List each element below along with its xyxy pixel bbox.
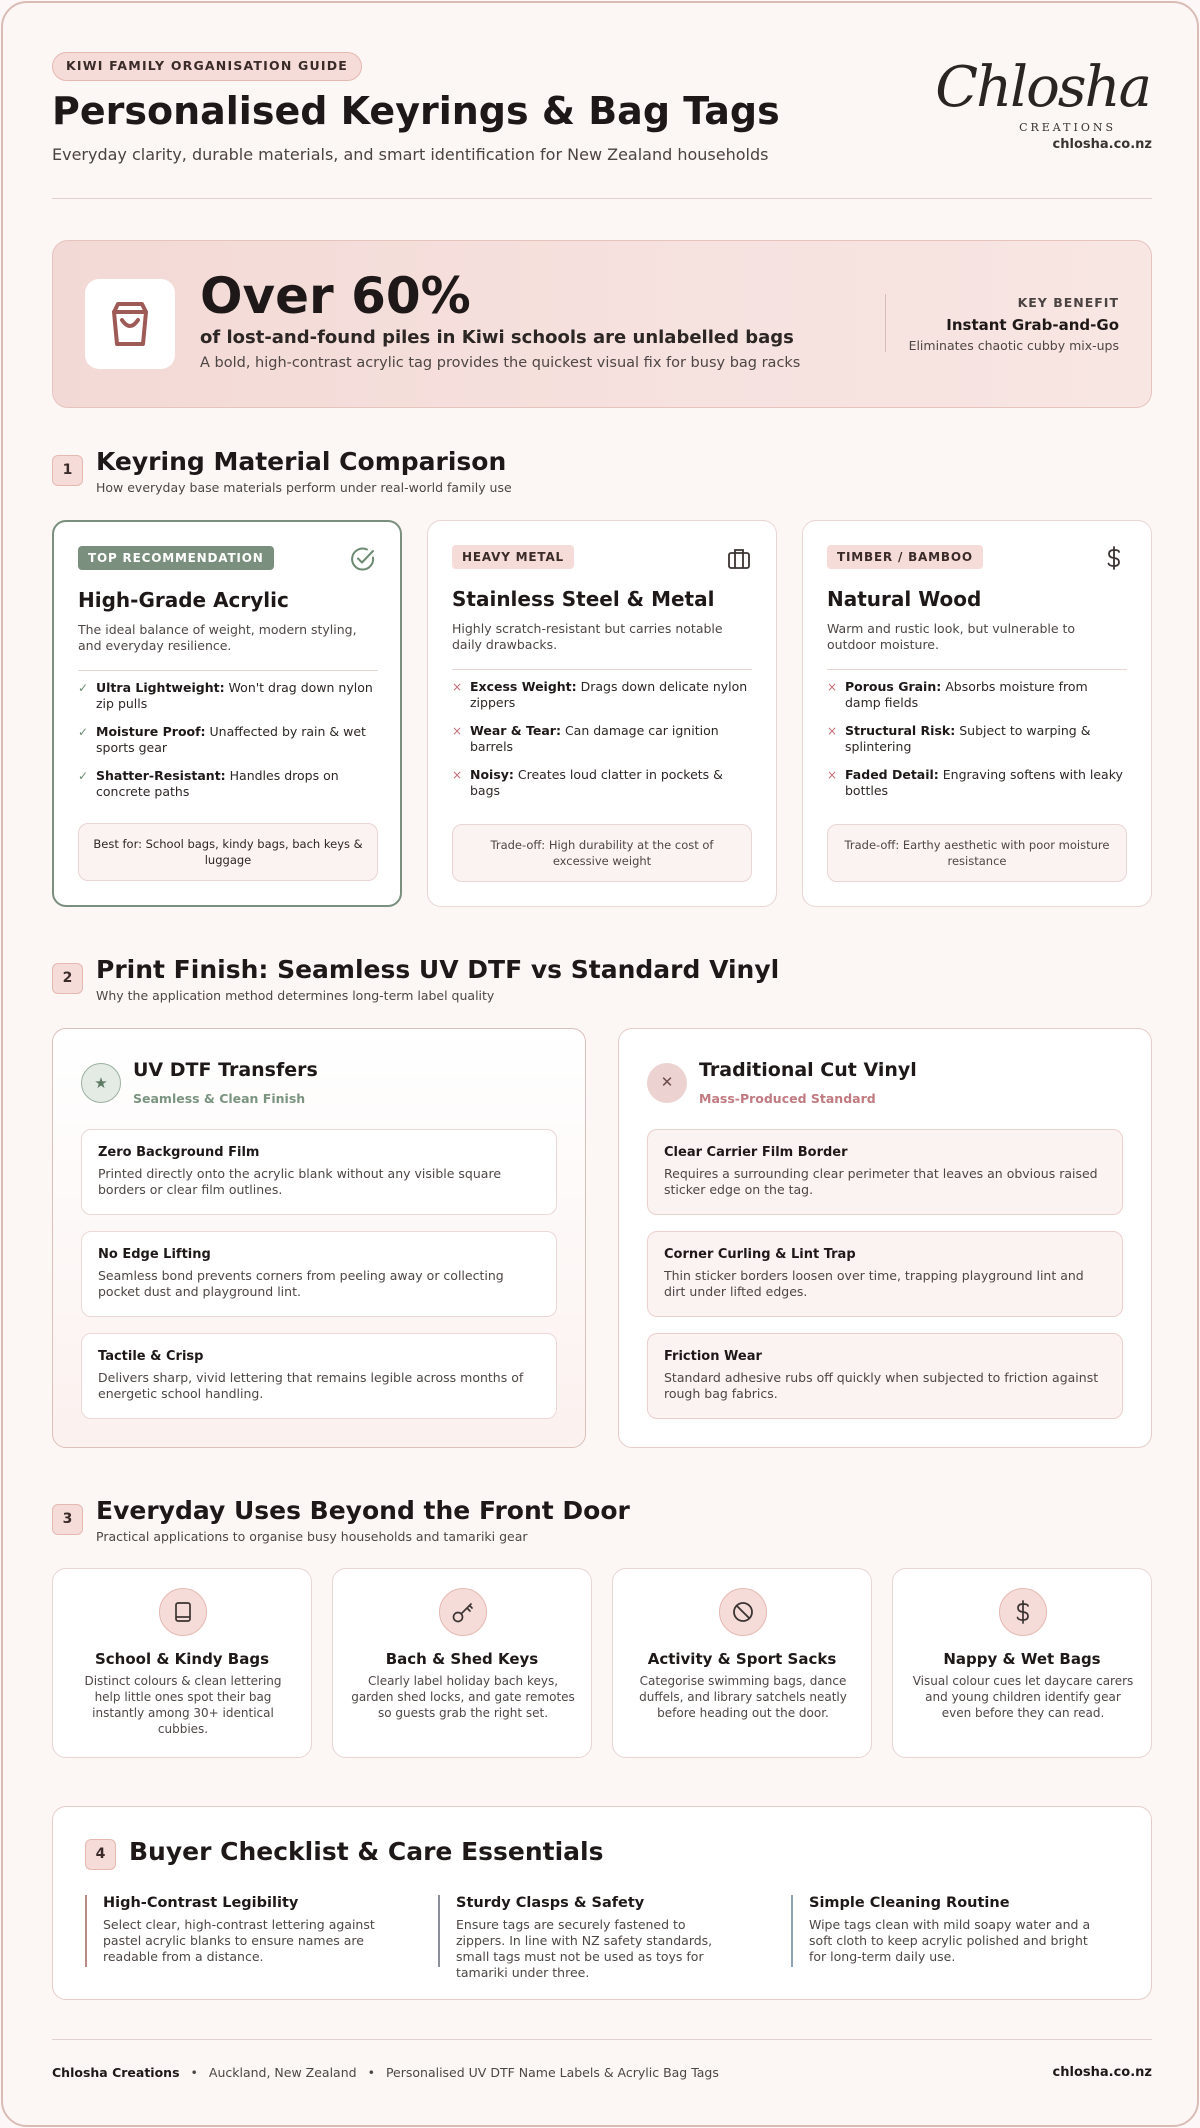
logo-subtitle: CREATIONS xyxy=(1019,121,1116,134)
buyer-checklist xyxy=(52,1806,1152,2000)
material-card-wood xyxy=(802,520,1152,907)
shopping-bag-icon xyxy=(85,279,175,369)
use-desc: Clearly label holiday bach keys, garden shed locks, and gate remotes so guests grab the right set. xyxy=(351,1674,575,1720)
hero-stat: Over 60% xyxy=(200,267,471,325)
divider xyxy=(452,669,752,670)
section-subtitle: How everyday base materials perform under real-world family use xyxy=(96,480,512,495)
section-subtitle: Why the application method determines long-term label quality xyxy=(96,988,495,1003)
use-card-nappy xyxy=(892,1568,1152,1758)
list-item: ✓ Moisture Proof: Unaffected by rain & wet sports gear xyxy=(78,724,366,755)
finish-feature: No Edge Lifting Seamless bond prevents corners from peeling away or collecting pocket dust and playground lint. xyxy=(81,1231,557,1317)
use-card-keys xyxy=(332,1568,592,1758)
section-number: 2 xyxy=(52,963,83,994)
hero-divider xyxy=(885,294,886,352)
book-icon xyxy=(159,1588,207,1636)
list-item: × Porous Grain: Absorbs moisture from damp fields xyxy=(827,679,1088,710)
finish-subtitle: Mass-Produced Standard xyxy=(699,1091,876,1106)
hero-headline: of lost-and-found piles in Kiwi schools are unlabelled bags xyxy=(200,327,794,348)
logo-script: Chlosha xyxy=(935,55,1150,120)
use-card-sport xyxy=(612,1568,872,1758)
section-subtitle: Practical applications to organise busy households and tamariki gear xyxy=(96,1529,528,1544)
material-points xyxy=(452,679,752,811)
material-points xyxy=(78,680,378,812)
brand-logo[interactable] xyxy=(935,55,1152,155)
use-desc: Visual colour cues let daycare carers and young children identify gear even before they can read. xyxy=(912,1674,1134,1720)
key-benefit-label: KEY BENEFIT xyxy=(1017,295,1119,310)
finish-feature: Corner Curling & Lint Trap Thin sticker borders loosen over time, trapping playground lint and dirt under lifted edges. xyxy=(647,1231,1123,1317)
key-benefit xyxy=(909,295,1119,353)
logo-url[interactable]: chlosha.co.nz xyxy=(1052,137,1152,152)
material-note: Trade-off: Earthy aesthetic with poor moisture resistance xyxy=(827,824,1127,882)
checklist-item: Simple Cleaning Routine Wipe tags clean with mild soapy water and a soft cloth to keep acrylic polished and bright for long-term daily use. xyxy=(791,1895,1091,1967)
finish-feature: Friction Wear Standard adhesive rubs off quickly when subjected to friction against rough bag fabrics. xyxy=(647,1333,1123,1419)
page-title: Personalised Keyrings & Bag Tags xyxy=(52,89,780,133)
use-name: Nappy & Wet Bags xyxy=(943,1650,1101,1668)
finish-feature: Zero Background Film Printed directly onto the acrylic blank without any visible square borders or clear film outlines. xyxy=(81,1129,557,1215)
guide-badge: KIWI FAMILY ORGANISATION GUIDE xyxy=(52,52,362,81)
use-name: Activity & Sport Sacks xyxy=(647,1650,837,1668)
list-item: × Faded Detail: Engraving softens with leaky bottles xyxy=(827,767,1123,798)
checklist-item: High-Contrast Legibility Select clear, high-contrast lettering against pastel acrylic blanks to ensure names are readable from a distance. xyxy=(85,1895,385,1967)
material-card-metal xyxy=(427,520,777,907)
footer-info: Chlosha Creations • Auckland, New Zealand • Personalised UV DTF Name Labels & Acrylic Bag Tags xyxy=(52,2065,719,2080)
dollar-icon xyxy=(1101,545,1127,571)
section-title: Everyday Uses Beyond the Front Door xyxy=(96,1496,630,1525)
finish-feature: Clear Carrier Film Border Requires a surrounding clear perimeter that leaves an obvious raised sticker edge on the tag. xyxy=(647,1129,1123,1215)
dollar-icon xyxy=(999,1588,1047,1636)
use-card-school xyxy=(52,1568,312,1758)
divider xyxy=(827,669,1127,670)
material-name: Stainless Steel & Metal xyxy=(452,587,715,611)
material-name: Natural Wood xyxy=(827,587,982,611)
material-points xyxy=(827,679,1127,811)
material-note: Best for: School bags, kindy bags, bach keys & luggage xyxy=(78,823,378,881)
section-title: Buyer Checklist & Care Essentials xyxy=(129,1837,604,1866)
finish-name: UV DTF Transfers xyxy=(133,1059,318,1081)
star-icon: ★ xyxy=(81,1063,121,1103)
material-desc: The ideal balance of weight, modern styling, and everyday resilience. xyxy=(78,622,357,653)
footer-location: Auckland, New Zealand xyxy=(208,2065,357,2080)
finish-name: Traditional Cut Vinyl xyxy=(699,1059,917,1081)
list-item: × Excess Weight: Drags down delicate nylon zippers xyxy=(452,679,748,710)
checklist-item: Sturdy Clasps & Safety Ensure tags are securely fastened to zippers. In line with NZ safety standards, small tags must not be used as toys for tamariki under three. xyxy=(438,1895,738,1967)
footer-brand: Chlosha Creations xyxy=(52,2065,180,2080)
briefcase-icon xyxy=(726,545,752,571)
use-name: School & Kindy Bags xyxy=(94,1650,270,1668)
page-subtitle: Everyday clarity, durable materials, and smart identification for New Zealand households xyxy=(52,145,769,164)
material-desc: Warm and rustic look, but vulnerable to outdoor moisture. xyxy=(827,621,1076,652)
finish-feature: Tactile & Crisp Delivers sharp, vivid lettering that remains legible across months of energetic school handling. xyxy=(81,1333,557,1419)
footer-desc: Personalised UV DTF Name Labels & Acrylic Bag Tags xyxy=(385,2065,719,2080)
list-item: ✓ Shatter-Resistant: Handles drops on concrete paths xyxy=(78,768,339,799)
material-card-acrylic xyxy=(52,520,402,907)
material-tag: TOP RECOMMENDATION xyxy=(78,546,274,570)
footer-divider xyxy=(52,2039,1152,2040)
section-title: Print Finish: Seamless UV DTF vs Standard Vinyl xyxy=(96,955,780,984)
finish-card-vinyl xyxy=(618,1028,1152,1448)
key-benefit-title: Instant Grab-and-Go xyxy=(946,316,1119,334)
close-icon: ✕ xyxy=(647,1063,687,1103)
list-item: × Noisy: Creates loud clatter in pockets & bags xyxy=(452,767,723,798)
section-number: 4 xyxy=(85,1839,116,1870)
key-icon xyxy=(439,1588,487,1636)
page xyxy=(1,1,1199,2127)
list-item: × Structural Risk: Subject to warping & splintering xyxy=(827,723,1091,754)
material-name: High-Grade Acrylic xyxy=(78,588,289,612)
material-tag: HEAVY METAL xyxy=(452,545,574,569)
section-title: Keyring Material Comparison xyxy=(96,447,507,476)
check-circle-icon xyxy=(350,546,376,572)
finish-subtitle: Seamless & Clean Finish xyxy=(133,1091,306,1106)
hero-description: A bold, high-contrast acrylic tag provides the quickest visual fix for busy bag racks xyxy=(200,355,801,371)
section-number: 1 xyxy=(52,455,83,486)
finish-card-uv-dtf xyxy=(52,1028,586,1448)
list-item: ✓ Ultra Lightweight: Won't drag down nylon zip pulls xyxy=(78,680,373,711)
material-desc: Highly scratch-resistant but carries notable daily drawbacks. xyxy=(452,621,723,652)
footer-url[interactable]: chlosha.co.nz xyxy=(1052,2065,1152,2080)
section-number: 3 xyxy=(52,1504,83,1535)
use-name: Bach & Shed Keys xyxy=(385,1650,539,1668)
list-item: × Wear & Tear: Can damage car ignition barrels xyxy=(452,723,719,754)
divider xyxy=(78,670,378,671)
material-tag: TIMBER / BAMBOO xyxy=(827,545,983,569)
sport-ball-icon xyxy=(719,1588,767,1636)
key-benefit-desc: Eliminates chaotic cubby mix-ups xyxy=(908,338,1119,353)
hero-banner xyxy=(52,240,1152,408)
header-divider xyxy=(52,198,1152,199)
material-note: Trade-off: High durability at the cost of excessive weight xyxy=(452,824,752,882)
use-desc: Distinct colours & clean lettering help little ones spot their bag instantly among 30+ identical cubbies. xyxy=(84,1674,282,1736)
use-desc: Categorise swimming bags, dance duffels, and library satchels neatly before heading out the door. xyxy=(639,1674,847,1720)
